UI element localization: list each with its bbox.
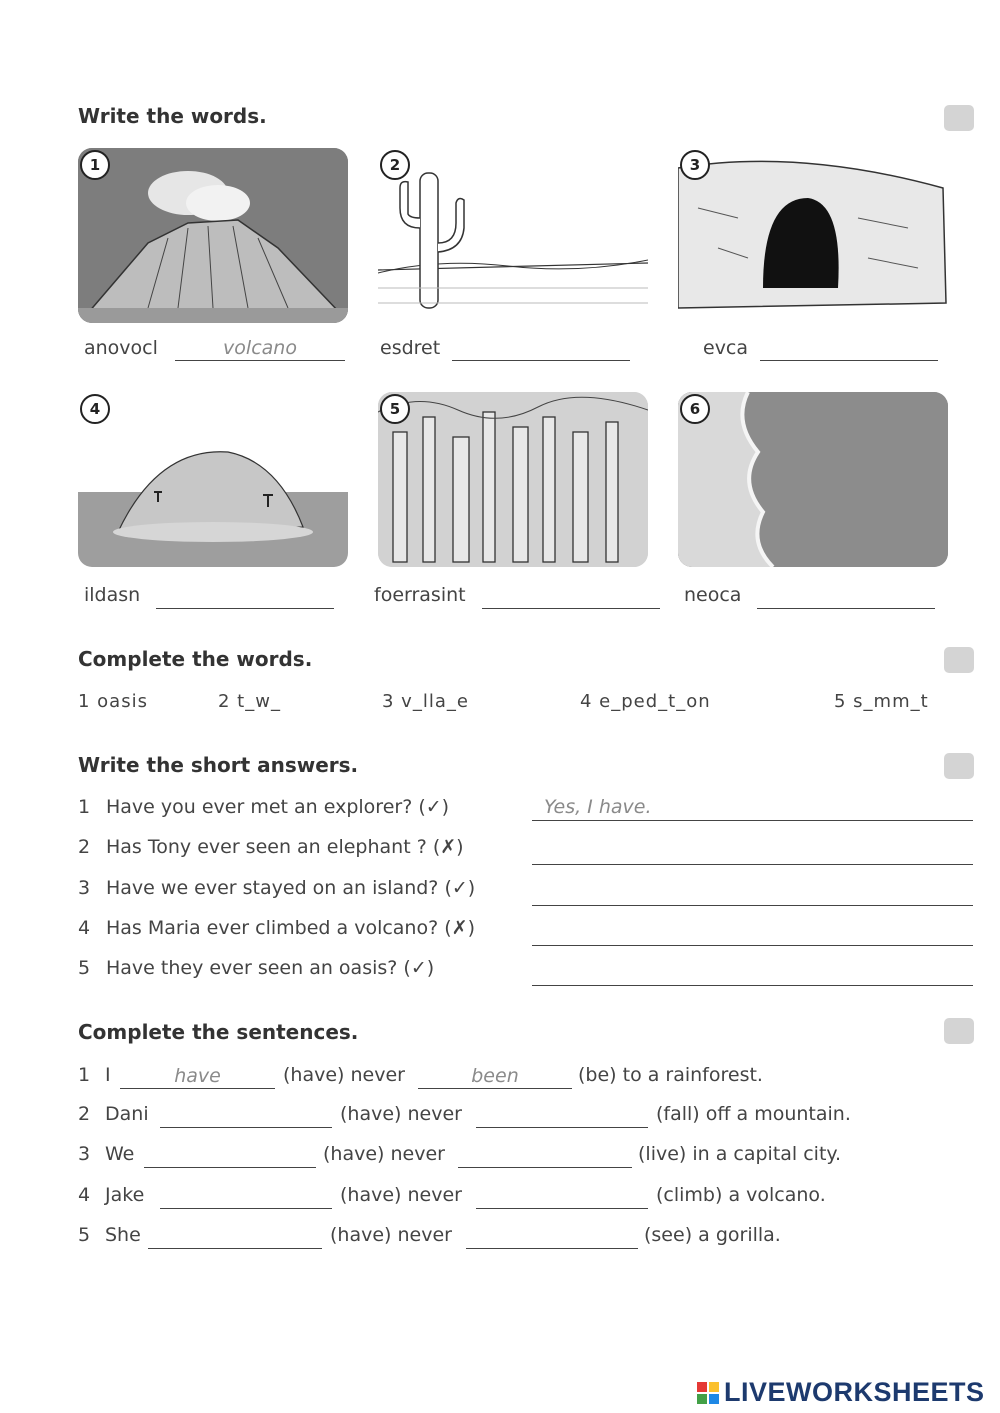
answer-field[interactable] (156, 586, 334, 609)
answer-field[interactable] (148, 1226, 322, 1249)
item-number-badge: 5 (380, 394, 410, 424)
sentence-have: (have) never (323, 1143, 445, 1165)
question-text: Have they ever seen an oasis? (106, 957, 398, 979)
sentence-number: 2 (78, 1103, 91, 1125)
sentence-row (78, 1064, 978, 1090)
heading-short-answers: Write the short answers. (78, 753, 359, 777)
volcano-picture (78, 148, 348, 323)
rainforest-picture (378, 392, 648, 567)
scrambled-word: evca (703, 337, 749, 359)
answer-field[interactable] (532, 796, 973, 821)
scrambled-word: foerrasint (374, 584, 466, 606)
heading-complete-words: Complete the words. (78, 647, 313, 671)
question-number: 4 (78, 917, 91, 939)
answer-text: volcano (223, 337, 297, 359)
sentence-verb: (fall) off a mountain. (656, 1103, 851, 1125)
sentence-have: (have) never (330, 1224, 452, 1246)
sentence-row (78, 1103, 978, 1129)
answer-field[interactable] (144, 1145, 316, 1168)
answer-field[interactable] (160, 1186, 332, 1209)
tick-mark: (✓) (418, 796, 450, 818)
answer-text: have (174, 1065, 221, 1087)
sentence-verb: (be) to a rainforest. (578, 1064, 763, 1086)
question-row (78, 877, 475, 899)
question-text: Has Tony ever seen an elephant ? (106, 836, 427, 858)
answer-field[interactable] (757, 586, 935, 609)
question-row (78, 836, 464, 858)
answer-field[interactable] (452, 338, 630, 361)
scrambled-word: esdret (380, 337, 441, 359)
sentence-subject: Jake (105, 1184, 145, 1206)
question-text: Have you ever met an explorer? (106, 796, 413, 818)
heading-complete-sentences: Complete the sentences. (78, 1020, 359, 1044)
answer-field[interactable] (160, 1105, 332, 1128)
sentence-subject: I (105, 1064, 111, 1086)
sentence-number: 3 (78, 1143, 91, 1165)
answer-text: Yes, I have. (544, 796, 652, 818)
word-item[interactable]: 3 v_lla_e (382, 691, 469, 712)
answer-text: been (471, 1065, 519, 1087)
sentence-verb: (climb) a volcano. (656, 1184, 826, 1206)
answer-field[interactable] (466, 1226, 638, 1249)
answer-field[interactable] (476, 1186, 648, 1209)
answer-field[interactable] (760, 338, 938, 361)
question-number: 3 (78, 877, 91, 899)
sentence-have: (have) never (283, 1064, 405, 1086)
desert-picture (378, 148, 648, 323)
scrambled-word: neoca (684, 584, 742, 606)
item-number-badge: 3 (680, 150, 710, 180)
word-item[interactable]: 2 t_w_ (218, 691, 281, 712)
sentence-subject: We (105, 1143, 135, 1165)
sentence-subject: She (105, 1224, 141, 1246)
sentence-number: 5 (78, 1224, 91, 1246)
answer-field[interactable] (532, 921, 973, 946)
sentence-have: (have) never (340, 1103, 462, 1125)
answer-field[interactable] (175, 338, 345, 361)
ocean-picture (678, 392, 948, 567)
question-number: 5 (78, 957, 91, 979)
question-text: Have we ever stayed on an island? (106, 877, 439, 899)
tick-mark: (✓) (444, 877, 476, 899)
cave-picture (678, 148, 948, 323)
answer-field[interactable] (418, 1066, 572, 1089)
scrambled-word: anovocl (84, 337, 158, 359)
item-number-badge: 2 (380, 150, 410, 180)
answer-field[interactable] (458, 1145, 632, 1168)
section-tab (944, 105, 974, 131)
answer-field[interactable] (482, 586, 660, 609)
island-picture (78, 392, 348, 567)
liveworksheets-logo-icon (697, 1382, 719, 1404)
sentence-verb: (live) in a capital city. (638, 1143, 841, 1165)
section-tab (944, 647, 974, 673)
answer-field[interactable] (476, 1105, 648, 1128)
question-number: 1 (78, 796, 91, 818)
question-number: 2 (78, 836, 91, 858)
tick-mark: (✓) (403, 957, 435, 979)
question-row (78, 796, 449, 818)
answer-field[interactable] (532, 881, 973, 906)
heading-write-words: Write the words. (78, 104, 267, 128)
question-row (78, 917, 475, 939)
item-number-badge: 6 (680, 394, 710, 424)
sentence-number: 1 (78, 1064, 91, 1086)
sentence-row (78, 1143, 978, 1169)
sentence-number: 4 (78, 1184, 91, 1206)
item-number-badge: 4 (80, 394, 110, 424)
section-tab (944, 1018, 974, 1044)
question-row (78, 957, 434, 979)
answer-field[interactable] (532, 840, 973, 865)
section-tab (944, 753, 974, 779)
sentence-row (78, 1184, 978, 1210)
question-text: Has Maria ever climbed a volcano? (106, 917, 439, 939)
word-item[interactable]: 1 oasis (78, 691, 148, 712)
answer-field[interactable] (120, 1066, 275, 1089)
liveworksheets-brand[interactable]: LIVEWORKSHEETS (724, 1377, 985, 1407)
sentence-subject: Dani (105, 1103, 149, 1125)
cross-mark: (✗) (432, 836, 464, 858)
cross-mark: (✗) (444, 917, 475, 939)
word-item[interactable]: 5 s_mm_t (834, 691, 929, 712)
answer-field[interactable] (532, 961, 973, 986)
sentence-have: (have) never (340, 1184, 462, 1206)
scrambled-word: ildasn (84, 584, 141, 606)
word-item[interactable]: 4 e_ped_t_on (580, 691, 711, 712)
sentence-row (78, 1224, 978, 1250)
item-number-badge: 1 (80, 150, 110, 180)
sentence-verb: (see) a gorilla. (644, 1224, 781, 1246)
